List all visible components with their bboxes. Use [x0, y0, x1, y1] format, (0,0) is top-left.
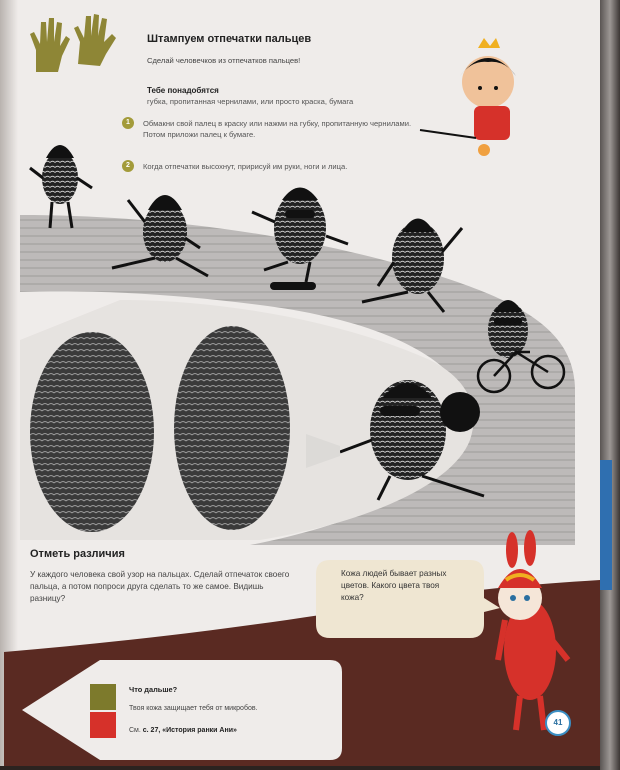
next-link-page: с. 27,: [142, 727, 161, 734]
step-number: 2: [122, 160, 134, 172]
speech-bubble-text: Кожа людей бывает разных цветов. Какого цвета твоя кожа?: [341, 569, 447, 602]
differences-heading: Отметь различия: [30, 548, 125, 560]
next-reference: [129, 727, 237, 734]
step-text: Когда отпечатки высохнут, пририсуй им руки, ноги и лица.: [143, 162, 348, 171]
next-link-title: «История ранки Ани»: [162, 727, 237, 734]
red-swatch: [90, 712, 116, 738]
page-number: 41: [545, 710, 571, 736]
bookmark-tab: [600, 460, 612, 590]
page-subtitle: Сделай человечков из отпечатков пальцев!: [147, 56, 301, 65]
book-edge: [600, 0, 620, 770]
materials-heading: Тебе понадобятся: [147, 86, 219, 95]
next-link-prefix: См.: [129, 727, 141, 734]
next-text: Твоя кожа защищает тебя от микробов.: [129, 705, 258, 712]
olive-swatch: [90, 684, 116, 710]
materials-text: губка, пропитанная чернилами, или просто краска, бумага: [147, 97, 354, 106]
next-heading: Что дальше?: [129, 685, 178, 694]
step-number: 1: [122, 117, 134, 129]
page-title: Штампуем отпечатки пальцев: [147, 33, 312, 45]
step-text: Обмакни свой палец в краску или нажми на губку, пропитанную чернилами. Потом приложи палец к бумаге.: [143, 119, 412, 139]
differences-text: У каждого человека свой узор на пальцах. Сделай отпечаток своего пальца, а потом попроси друга сделать то же самое. Видишь разницу?: [30, 570, 290, 603]
